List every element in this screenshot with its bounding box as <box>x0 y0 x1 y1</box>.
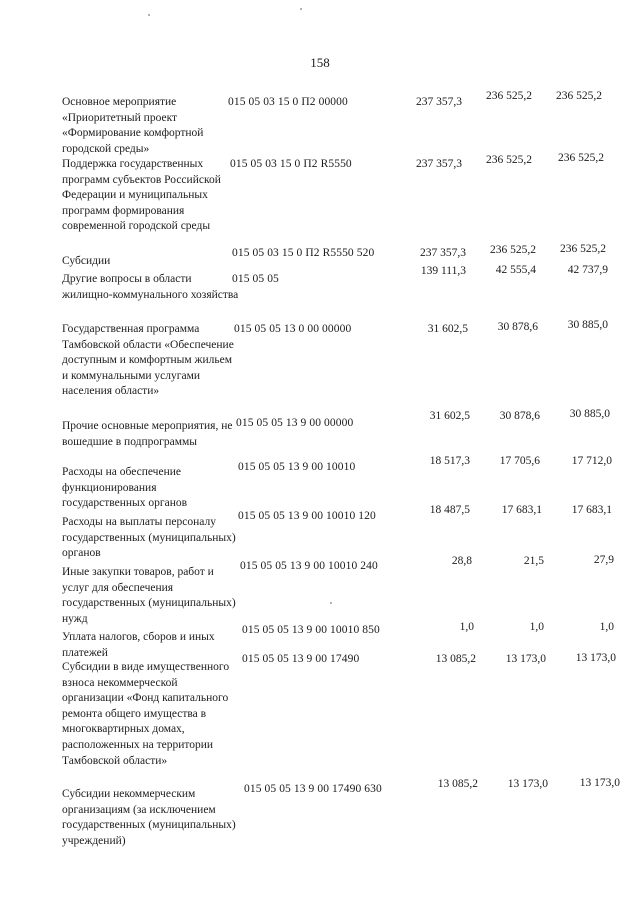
row-value-1: 18 487,5 <box>429 504 470 516</box>
row-name: Иные закупки товаров, работ и услуг для обеспечения государственных (муниципальных) нужд <box>62 566 236 625</box>
row-value-2: 21,5 <box>523 555 544 567</box>
row-name: Поддержка государственных программ субъектов Российской Федерации и муниципальных программ формирования современной городской среды <box>62 158 221 233</box>
row-name: Государственная программа Тамбовской области «Обеспечение доступным и комфортным жильем и коммунальными услугами населения области» <box>62 323 234 398</box>
row-value-3: 236 525,2 <box>560 243 606 255</box>
table-row <box>0 264 640 301</box>
row-code: 015 05 05 13 9 00 17490 630 <box>244 783 382 795</box>
row-value-2: 30 878,6 <box>497 321 538 333</box>
row-value-2: 42 555,4 <box>495 264 536 276</box>
page-number: 158 <box>310 55 330 70</box>
row-value-3: 42 737,9 <box>567 264 608 276</box>
row-code: 015 05 05 13 0 00 00000 <box>234 323 352 335</box>
row-value-3: 27,9 <box>593 554 614 566</box>
row-code: 015 05 03 15 0 П2 R5550 520 <box>232 247 375 259</box>
row-value-2: 236 525,2 <box>486 154 532 166</box>
row-value-2: 236 525,2 <box>490 244 536 256</box>
row-code: 015 05 05 <box>232 273 279 285</box>
row-name: Расходы на обеспечение функционирования государственных органов <box>62 466 188 510</box>
table-row <box>0 408 640 448</box>
row-value-3: 236 525,2 <box>556 90 602 102</box>
row-name: Расходы на выплаты персоналу государственных (муниципальных) органов <box>62 516 236 560</box>
table-row <box>0 319 640 398</box>
row-name: Уплата налогов, сборов и иных платежей <box>62 631 215 659</box>
row-value-3: 236 525,2 <box>558 152 604 164</box>
table-row <box>0 777 640 847</box>
row-value-1: 1,0 <box>459 621 474 633</box>
row-code: 015 05 05 13 9 00 17490 <box>242 653 360 665</box>
row-value-2: 13 173,0 <box>507 778 548 790</box>
row-code: 015 05 05 13 9 00 00000 <box>236 417 354 429</box>
row-value-1: 31 602,5 <box>427 323 468 335</box>
table-row <box>0 243 640 267</box>
row-name: Другие вопросы в области жилищно-коммунального хозяйства <box>62 273 239 301</box>
table-row <box>0 554 640 625</box>
scan-speck <box>300 8 302 10</box>
row-value-1: 237 357,3 <box>416 96 462 108</box>
row-value-2: 1,0 <box>529 621 544 633</box>
row-name: Субсидии <box>62 255 111 267</box>
row-value-3: 1,0 <box>599 621 614 633</box>
row-name: Субсидии некоммерческим организациям (за исключением государственных (муниципальных) учреждений) <box>62 788 236 847</box>
row-value-1: 18 517,3 <box>429 455 470 467</box>
row-value-1: 139 111,3 <box>420 265 466 277</box>
row-value-2: 13 173,0 <box>505 653 546 665</box>
row-name: Прочие основные мероприятия, не вошедшие в подпрограммы <box>62 420 233 448</box>
row-value-1: 237 357,3 <box>416 158 462 170</box>
row-code: 015 05 03 15 0 П2 00000 <box>228 96 348 108</box>
scan-speck <box>330 602 332 604</box>
row-value-2: 236 525,2 <box>486 90 532 102</box>
row-code: 015 05 03 15 0 П2 R5550 <box>230 158 352 170</box>
row-value-3: 30 885,0 <box>569 408 610 420</box>
row-value-1: 28,8 <box>451 555 472 567</box>
row-value-1: 237 357,3 <box>420 247 466 259</box>
row-value-3: 30 885,0 <box>567 319 608 331</box>
row-value-1: 13 085,2 <box>435 653 476 665</box>
row-value-1: 13 085,2 <box>437 778 478 790</box>
row-value-2: 17 705,6 <box>499 455 540 467</box>
row-value-3: 17 683,1 <box>571 504 612 516</box>
row-value-3: 17 712,0 <box>571 455 612 467</box>
table-row <box>0 90 640 155</box>
row-code: 015 05 05 13 9 00 10010 850 <box>242 624 380 636</box>
scan-speck <box>148 14 150 16</box>
row-value-3: 13 173,0 <box>575 652 616 664</box>
row-value-3: 13 173,0 <box>579 777 620 789</box>
row-code: 015 05 05 13 9 00 10010 120 <box>238 510 376 522</box>
row-value-2: 17 683,1 <box>501 504 542 516</box>
row-name: Субсидии в виде имущественного взноса некоммерческой организации «Фонд капитального ремонта общего имущества в многоквартирных домах, расположенных на территории Тамбовской области» <box>62 661 230 767</box>
table-row <box>0 652 640 767</box>
row-value-1: 31 602,5 <box>429 410 470 422</box>
row-name: Основное мероприятие «Приоритетный проект «Формирование комфортной городской среды» <box>62 96 204 155</box>
row-value-2: 30 878,6 <box>499 410 540 422</box>
table-row <box>0 152 640 233</box>
row-code: 015 05 05 13 9 00 10010 240 <box>240 560 378 572</box>
row-code: 015 05 05 13 9 00 10010 <box>238 461 356 473</box>
